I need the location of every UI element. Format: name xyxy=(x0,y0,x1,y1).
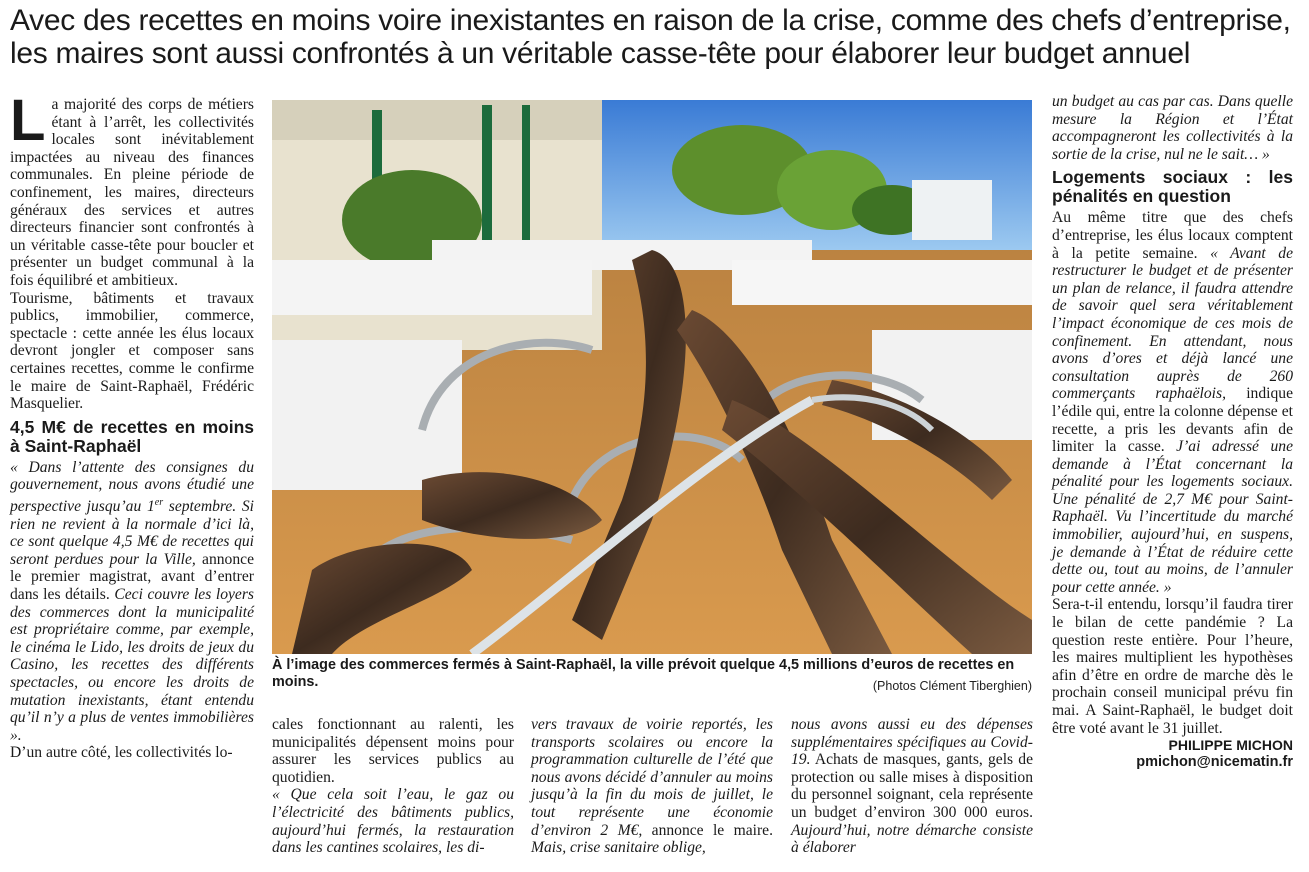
superscript: er xyxy=(154,496,164,508)
article-column-5 xyxy=(1052,93,1293,771)
quote-text: « Dans l’attente des consignes du gouvernement, nous avons étudié une perspective jusqu’au 1 xyxy=(10,458,254,516)
quote-text: Aujourd’hui, notre démarche consiste à élaborer xyxy=(791,821,1033,857)
paragraph: Sera-t-il entendu, lorsqu’il faudra tirer le bilan de cette pandémie ? La question reste entière. Pour l’heure, les maires multiplient les hypothèses afin d’être en ordre de marche dès le prochain conseil municipal prévu fin mai. A Saint-Raphaël, le budget doit être voté avant le 31 juillet. xyxy=(1052,596,1293,737)
quote-paragraph: « Que cela soit l’eau, le gaz ou l’électricité des bâtiments publics, aujourd’hui fermés, la restauration dans les cantines scolaires, les di- xyxy=(272,786,514,857)
quote-text: Mais, crise sanitaire oblige, xyxy=(531,839,706,857)
article-column-1 xyxy=(10,88,254,762)
article-column-2 xyxy=(272,716,514,857)
paragraph: D’un autre côté, les collectivités lo- xyxy=(10,744,233,762)
subheading-recettes: 4,5 M€ de recettes en moins à Saint-Raphaël xyxy=(10,416,254,456)
article-column-3 xyxy=(531,716,773,857)
photo-terrace-chairs xyxy=(272,100,1032,654)
photo-illustration xyxy=(272,100,1032,654)
headline-line-2: les maires sont aussi confrontés à un véritable casse-tête pour élaborer leur budget annuel xyxy=(10,37,1191,70)
quote-text: Ceci couvre les loyers des commerces dont la municipalité est propriétaire comme, par exemple, le cinéma le Lido, les droits de jeux du Casino, les recettes des différents spectacles, ou encore les droits de mutation inexistants, étant entendu qu’il n’y a plus de ventes immobilières ». xyxy=(10,586,254,744)
photo-caption: À l’image des commerces fermés à Saint-Raphaël, la ville prévoit quelque 4,5 millions d’euros de recettes en moins. xyxy=(272,657,1015,690)
paragraph-text: Au même titre que des chefs d’entreprise, les élus locaux comptent à la petite semaine. xyxy=(1052,209,1293,262)
quote-paragraph: un budget au cas par cas. Dans quelle mesure la Région et l’État accompagneront les collectivités à la sortie de la crise, nul ne le sait… » xyxy=(1052,93,1293,163)
attribution-text: Achats de masques, gants, gels de protection ou salle mises à disposition du personnel soignant, cela représente un budget d’environ 300 000 euros. xyxy=(791,751,1033,821)
quote-paragraph xyxy=(791,716,1033,857)
quote-text: vers travaux de voirie reportés, les transports scolaires ou encore la programmation culturelle de l’été que nous avons décidé d’annuler au moins jusqu’à la fin du mois de juillet, le tout représente une économie d’environ 2 M€, xyxy=(531,716,773,839)
intro-text: a majorité des corps de métiers étant à l’arrêt, les collectivités locales sont inévitablement impactées au niveau des finances communales. En pleine période de confinement, les maires, directeurs généraux des services et autres directeurs financier sont confrontés à un véritable casse-tête pour boucler et présenter un budget communal à la fois équilibré et ambitieux. xyxy=(10,96,254,289)
photo-credit: (Photos Clément Tiberghien) xyxy=(872,679,1032,693)
headline-line-1: Avec des recettes en moins voire inexistantes en raison de la crise, comme des chefs d’entreprise, xyxy=(10,4,1291,37)
paragraph: Tourisme, bâtiments et travaux publics, immobilier, commerce, spectacle : cette année les élus locaux devront jongler et composer sans certaines recettes, comme le confirme le maire de Saint-Raphaël, Frédéric Masquelier. xyxy=(10,289,254,413)
quote-text: septembre. Si rien ne revient à la normale d’ici là, ce sont quelque 4,5 M€ de recettes qui seront perdues pour la Ville, xyxy=(10,498,254,568)
paragraph: cales fonctionnant au ralenti, les municipalités dépensent moins pour assurer les services publics au quotidien. xyxy=(272,716,514,786)
attribution-text: annonce le premier magistrat, avant d’entrer dans les détails. xyxy=(10,550,254,604)
article-column-4 xyxy=(791,716,1033,857)
attribution-text: annonce le maire. xyxy=(642,821,774,839)
author-email: pmichon@nicematin.fr xyxy=(1136,754,1293,771)
quote-paragraph xyxy=(10,459,254,745)
author-name: PHILIPPE MICHON xyxy=(1168,737,1293,754)
headline xyxy=(10,4,1300,70)
quote-paragraph xyxy=(1052,209,1293,596)
subheading-logements: Logements sociaux : les pénalités en question xyxy=(1052,167,1293,207)
quote-text: « Avant de restructurer le budget et de présenter un plan de relance, il faudra attendre de savoir quel sera véritablement l’impact économique de ces mois de confinement. En attendant, nous avons d’ores et déjà lancé une consultation auprès de 260 commerçants raphaëlois, xyxy=(1052,244,1293,403)
quote-text: J’ai adressé une demande à l’État concernant la pénalité pour les logements sociaux. Une pénalité de 2,7 M€ pour Saint-Raphaël. Vu l’incertitude du marché immobilier, aujourd’hui, en suspens, je demande à l’État de réduire cette dette ou, tout au moins, de l’annuler pour cette année. » xyxy=(1052,438,1293,596)
quote-paragraph xyxy=(531,716,773,857)
drop-cap: L xyxy=(10,88,46,153)
intro-paragraph xyxy=(10,88,254,290)
quote-text: nous avons aussi eu des dépenses supplémentaires spécifiques au Covid-19. xyxy=(791,716,1033,769)
attribution-text: indique l’édile qui, entre la colonne dépense et recette, a pris les devants afin de limiter la casse. xyxy=(1052,385,1293,456)
